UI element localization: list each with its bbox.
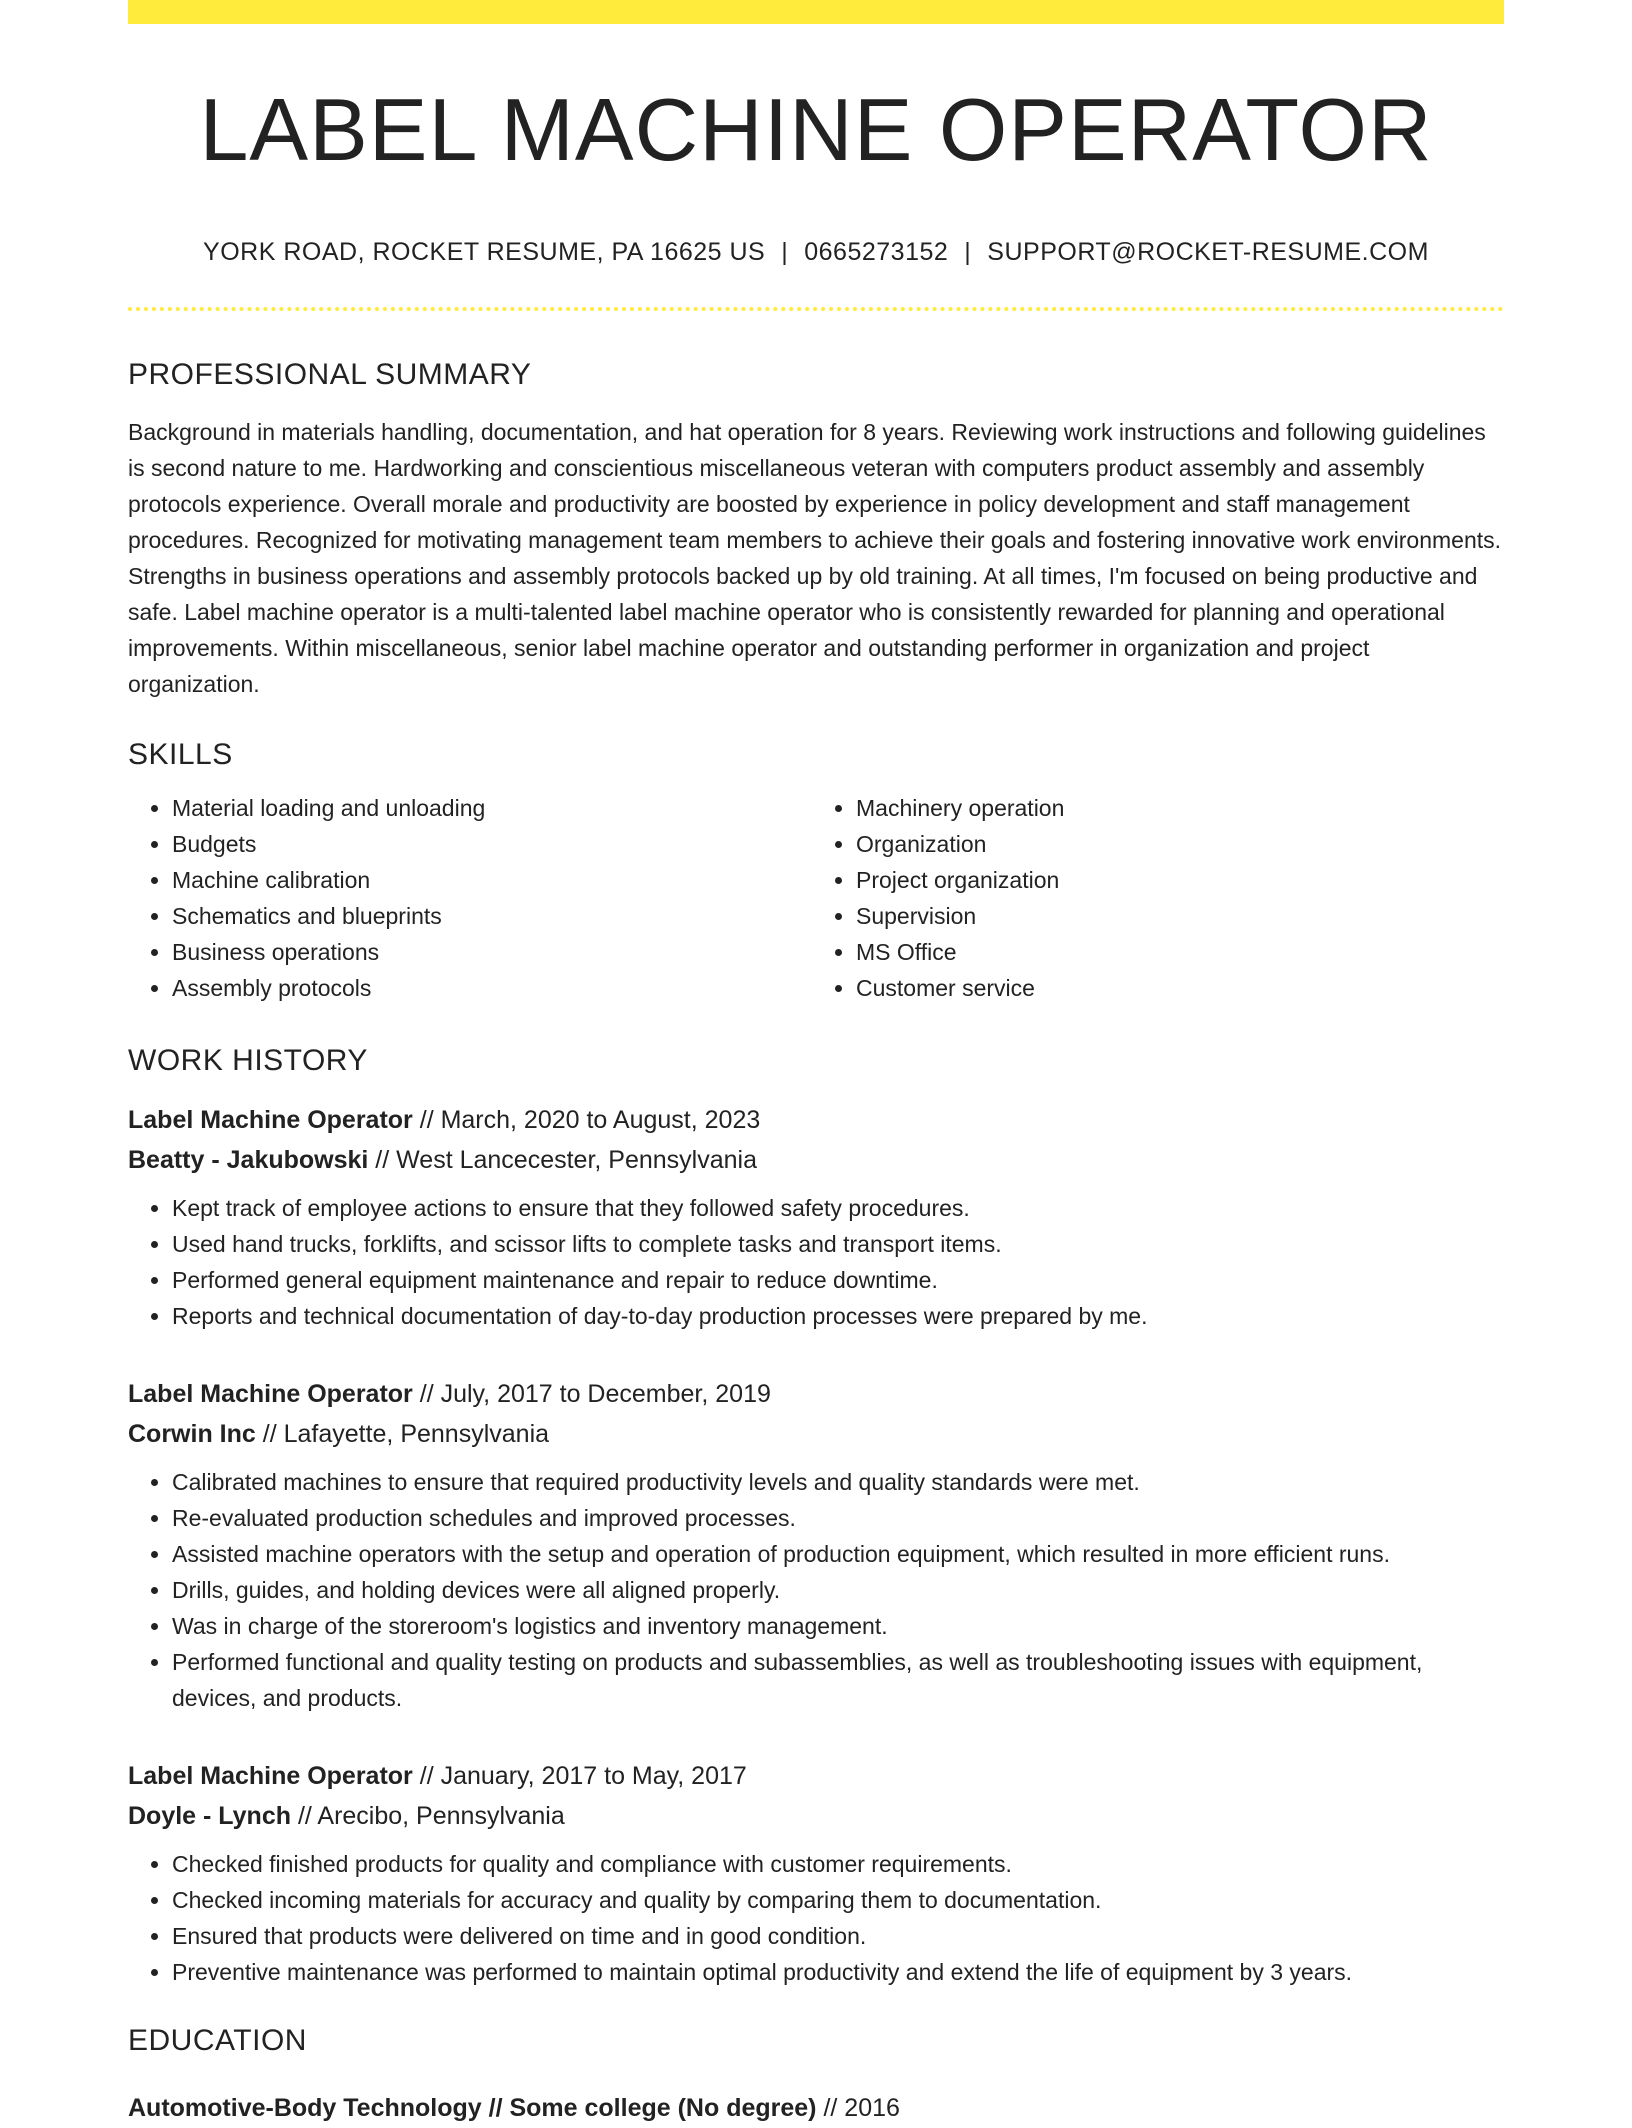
dotted-divider [128,307,1504,311]
summary-text: Background in materials handling, documentation, and hat operation for 8 years. Reviewing work instructions and following guidelines is second nature to me. Hardworking and conscientious miscellaneous veteran with computers product assembly and assembly protocols experience. Overall morale and productivity are boosted by experience in policy development and staff management procedures. Recognized for motivating management team members to achieve their goals and fostering innovative work environments. Strengths in business operations and assembly protocols backed up by old training. At all times, I'm focused on being productive and safe. Label machine operator is a multi-talented label machine operator who is consistently rewarded for planning and operational improvements. Within miscellaneous, senior label machine operator and outstanding performer in organization and project organization. [128,419,1502,697]
job-role: Label Machine Operator [128,1762,413,1790]
accent-top-bar [128,0,1504,24]
skill-item: • Business operations [172,934,804,970]
job-bullets [128,1190,1504,1334]
job-bullet: • Ensured that products were delivered on time and in good condition. [172,1918,1504,1954]
skill-item: • Machine calibration [172,862,804,898]
skill-item: • Customer service [856,970,1488,1006]
job-dates: // January, 2017 to May, 2017 [412,1762,747,1790]
skills-column-left [128,790,804,1006]
contact-phone: 0665273152 [804,238,949,266]
job-location: // Arecibo, Pennsylvania [291,1802,565,1830]
contact-email: SUPPORT@ROCKET-RESUME.COM [987,238,1429,266]
job-entry [128,1374,1504,1716]
job-company: Corwin Inc [128,1420,256,1448]
job-entry [128,1756,1504,1990]
skill-item: • Machinery operation [856,790,1488,826]
skills-column-right [804,790,1488,1006]
job-role-line [128,1756,1504,1796]
contact-separator: | [964,238,972,266]
job-bullet: • Reports and technical documentation of day-to-day production processes were prepared by me. [172,1298,1504,1334]
job-role: Label Machine Operator [128,1380,413,1408]
job-dates: // July, 2017 to December, 2019 [412,1380,771,1408]
job-bullet: • Performed general equipment maintenance and repair to reduce downtime. [172,1262,1504,1298]
job-bullet: • Assisted machine operators with the setup and operation of production equipment, which resulted in more efficient runs. [172,1536,1504,1572]
job-bullet: • Kept track of employee actions to ensure that they followed safety procedures. [172,1190,1504,1226]
job-location: // West Lancecester, Pennsylvania [368,1146,757,1174]
job-company-line [128,1140,1504,1180]
job-company-line [128,1796,1504,1836]
job-bullet: • Was in charge of the storeroom's logistics and inventory management. [172,1608,1504,1644]
job-dates: // March, 2020 to August, 2023 [412,1106,761,1134]
job-bullets [128,1464,1504,1716]
skill-item: • Organization [856,826,1488,862]
skill-item: • Supervision [856,898,1488,934]
skill-item: • MS Office [856,934,1488,970]
resume-page [128,0,1504,2128]
section-title-work-history: WORK HISTORY [128,1044,368,1077]
skill-item: • Project organization [856,862,1488,898]
skills-list [128,790,1504,1006]
education-degree: Automotive-Body Technology // Some college (No degree) [128,2094,817,2122]
job-role-line [128,1374,1504,1414]
job-company-line [128,1414,1504,1454]
job-bullet: • Used hand trucks, forklifts, and scissor lifts to complete tasks and transport items. [172,1226,1504,1262]
job-entry [128,1100,1504,1334]
section-title-skills: SKILLS [128,738,233,771]
job-bullet: • Checked incoming materials for accuracy and quality by comparing them to documentation. [172,1882,1504,1918]
contact-separator: | [781,238,789,266]
job-company: Beatty - Jakubowski [128,1146,369,1174]
job-bullet: • Drills, guides, and holding devices were all aligned properly. [172,1572,1504,1608]
job-bullets [128,1846,1504,1990]
job-bullet: • Calibrated machines to ensure that required productivity levels and quality standards were met. [172,1464,1504,1500]
job-bullet: • Re-evaluated production schedules and improved processes. [172,1500,1504,1536]
skill-item: • Budgets [172,826,804,862]
education-entry [128,2088,1504,2128]
skill-item: • Assembly protocols [172,970,804,1006]
contact-address: YORK ROAD, ROCKET RESUME, PA 16625 US [203,238,766,266]
job-bullet: • Preventive maintenance was performed to maintain optimal productivity and extend the life of equipment by 3 years. [172,1954,1504,1990]
resume-name: LABEL MACHINE OPERATOR [199,80,1433,179]
job-bullet: • Checked finished products for quality and compliance with customer requirements. [172,1846,1504,1882]
skill-item: • Schematics and blueprints [172,898,804,934]
job-company: Doyle - Lynch [128,1802,291,1830]
job-location: // Lafayette, Pennsylvania [255,1420,550,1448]
job-role: Label Machine Operator [128,1106,413,1134]
education-year: // 2016 [816,2094,900,2122]
section-title-summary: PROFESSIONAL SUMMARY [128,358,532,391]
section-title-education: EDUCATION [128,2024,307,2057]
job-role-line [128,1100,1504,1140]
job-bullet: • Performed functional and quality testing on products and subassemblies, as well as troubleshooting issues with equipment, devices, and products. [172,1644,1504,1716]
skill-item: • Material loading and unloading [172,790,804,826]
contact-line [128,238,1504,267]
